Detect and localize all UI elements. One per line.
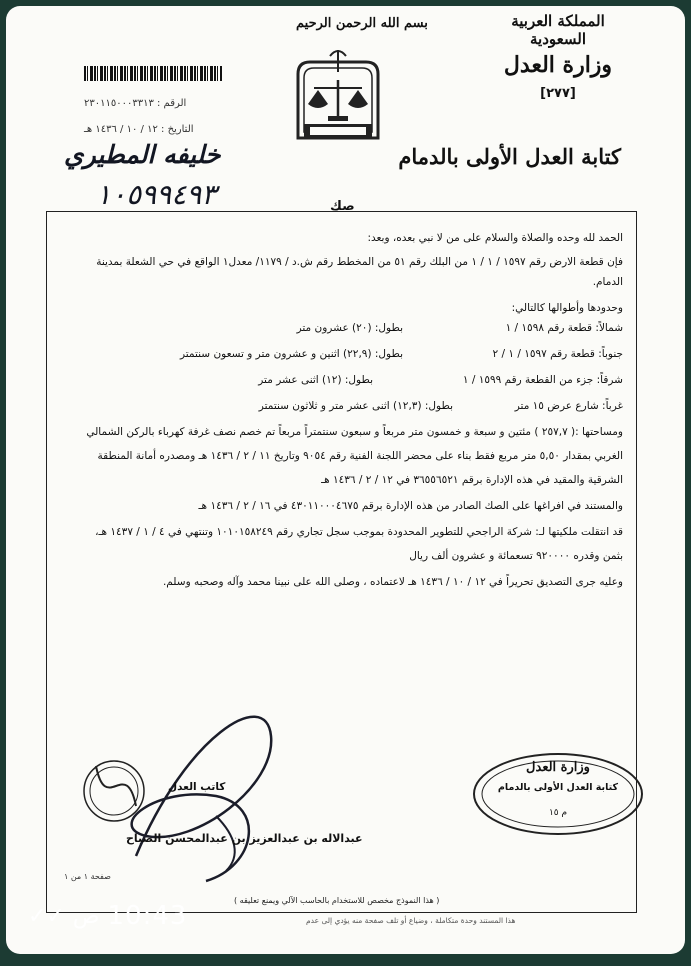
ministry-header bbox=[483, 12, 633, 101]
border-side: شمالاً: قطعة رقم ١٥٩٨ / ١ bbox=[505, 322, 623, 334]
status-time: 10:43 bbox=[107, 901, 188, 931]
transfer-text-2: بثمن وقدره ٩٢٠٠٠٠ تسعمائة و عشرون ألف ريال bbox=[409, 550, 623, 562]
ministry-emblem-icon bbox=[290, 44, 386, 148]
official-stamp bbox=[472, 752, 644, 836]
page-number: صفحة ١ من ١ bbox=[64, 872, 111, 881]
ministry-name: وزارة العدل bbox=[503, 52, 613, 78]
area-text-2: الغربي بمقدار ٥,٥٠ متر مربع فقط بناء على محضر اللجنة الفنية رقم ٩٠٥٤ وتاريخ ١١ / ٢ / ١٤٣٦ هـ ومصدره أمانة المنطقة bbox=[97, 450, 623, 462]
handwritten-name: خليفه المطيري bbox=[64, 140, 221, 169]
kingdom-name: المملكة العربية السعودية bbox=[511, 12, 605, 48]
border-length: بطول: (٢٢,٩) اثنين و عشرون متر و تسعون سنتمتر bbox=[179, 348, 403, 360]
deed-label: صك bbox=[330, 199, 355, 214]
deed-number: الرقم : ٢٣٠١١٥٠٠٠٣٣١٣ bbox=[84, 98, 187, 109]
area-text-3: الشرقية والمقيد في هذه الإدارة برقم ٣٦٥٥٦٥٢١ في ١٢ / ٢ / ١٤٣٦ هـ bbox=[321, 474, 623, 486]
border-length: بطول: (٢٠) عشرون متر bbox=[296, 322, 403, 334]
border-row bbox=[68, 396, 623, 422]
handwritten-number: ١٠٥٩٩٤٩٣ bbox=[96, 178, 217, 211]
form-number: [٢٧٧] bbox=[540, 86, 576, 101]
border-row bbox=[68, 344, 623, 370]
borders-intro: وحدودها وأطوالها كالتالي: bbox=[511, 302, 623, 314]
land-text-2: الدمام. bbox=[592, 276, 623, 288]
stamp-bottom: م ١٥ bbox=[548, 808, 568, 818]
source-text: والمستند في افراغها على الصك الصادر من هذه الإدارة برقم ٤٣٠١١٠٠٠٤٦٧٥ في ١٦ / ٢ / ١٤٣٦ هـ bbox=[198, 500, 623, 512]
closing-text: وعليه جرى التصديق تحريراً في ١٢ / ١٠ / ١٤٣٦ هـ لاعتماده ، وصلى الله على نبينا محمد وآله وصحبه وسلم. bbox=[162, 576, 623, 588]
border-side: غرباً: شارع عرض ١٥ متر bbox=[514, 400, 623, 412]
footer-note: ( هذا النموذج مخصص للاستخدام بالحاسب الآلي ويمنع تعليقه ) bbox=[234, 896, 440, 905]
footer-note-2: هذا المستند وحدة متكاملة ، وضياع أو تلف صفحة منه يؤدي إلى عدم bbox=[306, 916, 516, 925]
barcode bbox=[84, 66, 222, 81]
deed-date: التاريخ : ١٢ / ١٠ / ١٤٣٦ هـ bbox=[84, 124, 194, 135]
read-receipt-icon: ✓✓ bbox=[28, 903, 65, 929]
basmala: بسم الله الرحمن الرحيم bbox=[296, 16, 428, 31]
border-length: بطول: (١٢,٣) اثنى عشر متر و ثلاثون سنتمتر bbox=[258, 400, 453, 412]
status-ampm: ص bbox=[72, 903, 100, 929]
notary-title: كاتب العدل bbox=[168, 781, 226, 793]
border-side: جنوباً: قطعة رقم ١٥٩٧ / ١ / ٢ bbox=[492, 348, 623, 360]
intro-text: الحمد لله وحده والصلاة والسلام على من لا نبي بعده، وبعد: bbox=[367, 232, 623, 244]
area-text-1: ومساحتها :( ٢٥٧,٧ ) مئتين و سبعة و خمسون متر مربعاً و سبعون سنتمتراً مربعاً تم خصم نصف غرفة كهرباء بالركن الشمالي bbox=[86, 426, 623, 438]
border-row bbox=[68, 370, 623, 396]
stamp-mid: كتابة العدل الأولى بالدمام bbox=[497, 782, 619, 793]
border-side: شرقاً: جزء من القطعة رقم ١٥٩٩ / ١ bbox=[462, 374, 623, 386]
land-text-1: فإن قطعة الارض رقم ١٥٩٧ / ١ / ١ من البلك رقم ٥١ من المخطط رقم ش.د / ١١٧٩/ معدل١ الواقع في حي الشعلة بمدينة bbox=[96, 256, 623, 268]
message-status bbox=[28, 898, 187, 934]
signature-scribble-icon bbox=[66, 696, 346, 896]
stamp-top: وزارة العدل bbox=[526, 760, 590, 775]
court-name: كتابة العدل الأولى بالدمام bbox=[398, 144, 621, 169]
border-length: بطول: (١٢) اثنى عشر متر bbox=[258, 374, 373, 386]
border-row bbox=[68, 318, 623, 344]
transfer-text-1: قد انتقلت ملكيتها لـ: شركة الراجحي للتطوير المحدودة بموجب سجل تجاري رقم ١٠١٠١٥٨٢٤٩ وتنتهي في ٤ / ١ / ١٤٣٧ هـ، bbox=[95, 526, 623, 538]
notary-name: عبدالاله بن عبدالعزيز بن عبدالمحسن الضباح bbox=[126, 832, 363, 845]
deed-body bbox=[68, 228, 623, 592]
deed-document bbox=[6, 6, 685, 954]
